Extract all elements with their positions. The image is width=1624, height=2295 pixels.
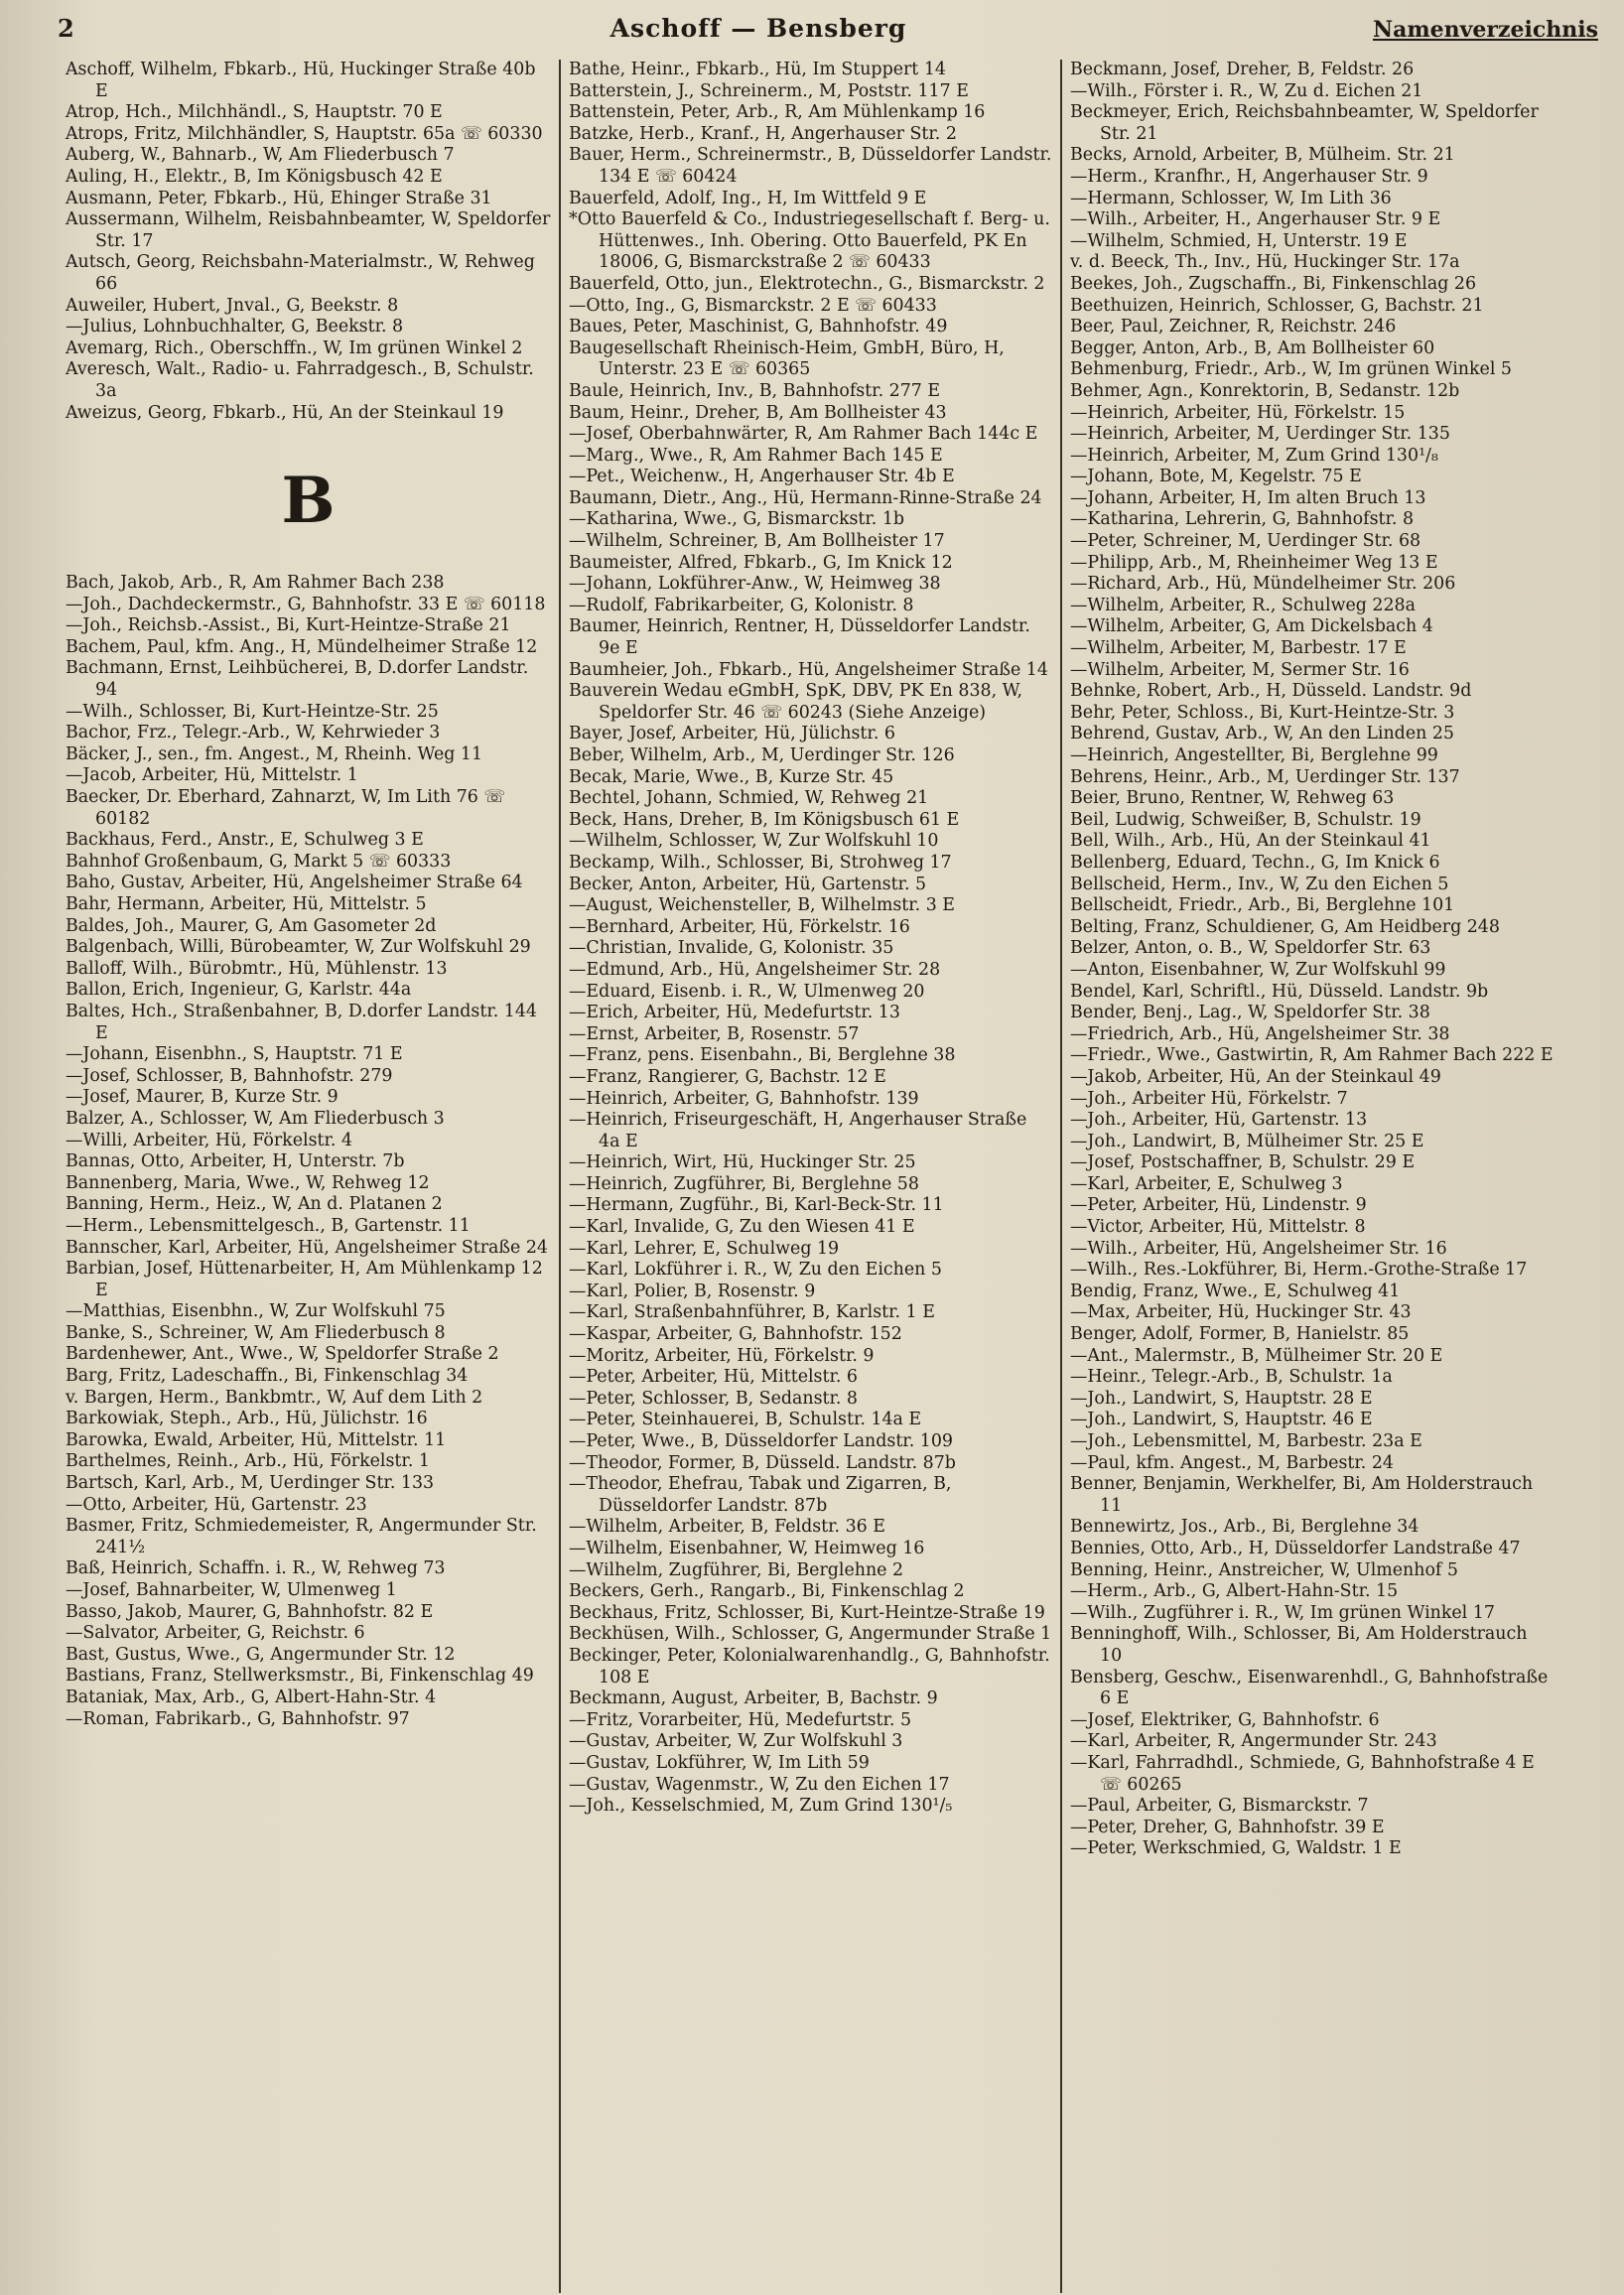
directory-entry: Bach, Jakob, Arb., R, Am Rahmer Bach 238 [66, 573, 445, 594]
directory-entry: Beethuizen, Heinrich, Schlosser, G, Bachstr. 21 [1070, 295, 1484, 316]
directory-entry: Autsch, Georg, Reichsbahn-Materialmstr., W, Rehweg 66 [66, 252, 535, 294]
directory-entry: —Gustav, Wagenmstr., W, Zu den Eichen 17 [569, 1774, 950, 1795]
directory-entry: Ballon, Erich, Ingenieur, G, Karlstr. 44a [66, 980, 412, 1001]
directory-entry: Behr, Peter, Schloss., Bi, Kurt-Heintze-Str. 3 [1070, 702, 1455, 723]
directory-entry: Becks, Arnold, Arbeiter, B, Mülheim. Str. 21 [1070, 145, 1455, 166]
directory-entry: —Wilh., Arbeiter, H., Angerhauser Str. 9 E [1070, 209, 1441, 230]
directory-entry: —Heinrich, Arbeiter, M, Uerdinger Str. 135 [1070, 424, 1450, 445]
directory-entry: Bauer, Herm., Schreinermstr., B, Düsseldorfer Landstr. 134 E ☏ 60424 [569, 145, 1052, 187]
directory-entry: Bender, Benj., Lag., W, Speldorfer Str. 38 [1070, 1003, 1430, 1023]
directory-entry: Bell, Wilh., Arb., Hü, An der Steinkaul 41 [1070, 831, 1431, 852]
directory-entry: —Herm., Arb., G, Albert-Hahn-Str. 15 [1070, 1581, 1399, 1602]
directory-entry: —Wilh., Förster i. R., W, Zu d. Eichen 21 [1070, 80, 1423, 101]
directory-entry: —Willi, Arbeiter, Hü, Förkelstr. 4 [66, 1130, 353, 1150]
directory-entry: Barowka, Ewald, Arbeiter, Hü, Mittelstr. 11 [66, 1429, 447, 1450]
directory-entry: —Herm., Lebensmittelgesch., B, Gartenstr. 11 [66, 1215, 471, 1236]
directory-entry: —Julius, Lohnbuchhalter, G, Beekstr. 8 [66, 317, 404, 338]
directory-entry: Benner, Benjamin, Werkhelfer, Bi, Am Holderstrauch 11 [1070, 1474, 1534, 1516]
directory-entry: —Herm., Kranfhr., H, Angerhauser Str. 9 [1070, 166, 1428, 187]
directory-entry: —Wilh., Res.-Lokführer, Bi, Herm.-Grothe-Straße 17 [1070, 1260, 1528, 1281]
directory-entry: Backhaus, Ferd., Anstr., E, Schulweg 3 E [66, 830, 424, 851]
column-1 [58, 60, 559, 2293]
directory-entry: —Fritz, Vorarbeiter, Hü, Medefurtstr. 5 [569, 1709, 912, 1730]
directory-columns [58, 60, 1598, 2293]
directory-entry: Basso, Jakob, Maurer, G, Bahnhofstr. 82 E [66, 1601, 434, 1622]
directory-entry: —Franz, Rangierer, G, Bachstr. 12 E [569, 1066, 886, 1087]
directory-entry: —Karl, Invalide, G, Zu den Wiesen 41 E [569, 1217, 915, 1238]
column-2-entries [569, 60, 1052, 1818]
directory-entry: Beil, Ludwig, Schweißer, B, Schulstr. 19 [1070, 809, 1421, 830]
directory-entry: —Joh., Landwirt, S, Hauptstr. 28 E [1070, 1388, 1373, 1409]
directory-entry: —Wilhelm, Arbeiter, B, Feldstr. 36 E [569, 1517, 885, 1538]
directory-entry: —Wilhelm, Eisenbahner, W, Heimweg 16 [569, 1538, 925, 1558]
directory-entry: —Wilh., Schlosser, Bi, Kurt-Heintze-Str. 25 [66, 701, 439, 722]
directory-entry: Bast, Gustus, Wwe., G, Angermunder Str. 12 [66, 1644, 456, 1665]
directory-entry: —Katharina, Lehrerin, G, Bahnhofstr. 8 [1070, 509, 1415, 530]
directory-entry: —Joh., Landwirt, S, Hauptstr. 46 E [1070, 1410, 1373, 1430]
directory-entry: —Peter, Schlosser, B, Sedanstr. 8 [569, 1388, 859, 1409]
directory-entry: —Bernhard, Arbeiter, Hü, Förkelstr. 16 [569, 916, 910, 937]
directory-entry: Bachmann, Ernst, Leihbücherei, B, D.dorfer Landstr. 94 [66, 658, 529, 701]
directory-entry: Bellscheid, Herm., Inv., W, Zu den Eichen 5 [1070, 874, 1449, 894]
directory-entry: Baues, Peter, Maschinist, G, Bahnhofstr. 49 [569, 317, 948, 338]
directory-entry: Bathe, Heinr., Fbkarb., Hü, Im Stuppert 14 [569, 60, 946, 79]
directory-entry: —Franz, pens. Eisenbahn., Bi, Berglehne 38 [569, 1045, 956, 1066]
directory-entry: Beckers, Gerh., Rangarb., Bi, Finkenschlag 2 [569, 1581, 965, 1602]
directory-entry: —Philipp, Arb., M, Rheinheimer Weg 13 E [1070, 552, 1438, 573]
directory-entry: —Richard, Arb., Hü, Mündelheimer Str. 206 [1070, 574, 1456, 595]
directory-entry: Beckamp, Wilh., Schlosser, Bi, Strohweg 17 [569, 852, 952, 873]
directory-entry: Beckmann, August, Arbeiter, B, Bachstr. 9 [569, 1688, 938, 1709]
directory-entry: —Salvator, Arbeiter, G, Reichstr. 6 [66, 1623, 365, 1644]
directory-entry: —Josef, Maurer, B, Kurze Str. 9 [66, 1087, 338, 1108]
directory-entry: —Hermann, Schlosser, W, Im Lith 36 [1070, 188, 1392, 208]
directory-entry: —Karl, Arbeiter, R, Angermunder Str. 243 [1070, 1731, 1437, 1752]
directory-entry: Bardenhewer, Ant., Wwe., W, Speldorfer Straße 2 [66, 1344, 499, 1365]
directory-entry: —Gustav, Lokführer, W, Im Lith 59 [569, 1752, 870, 1773]
letter-heading: B [281, 464, 336, 539]
directory-entry: —Jakob, Arbeiter, Hü, An der Steinkaul 49 [1070, 1066, 1441, 1087]
directory-entry: Banning, Herm., Heiz., W, An d. Platanen 2 [66, 1194, 443, 1215]
directory-entry: Balgenbach, Willi, Bürobeamter, W, Zur Wolfskuhl 29 [66, 937, 531, 958]
directory-entry: —Friedr., Wwe., Gastwirtin, R, Am Rahmer Bach 222 E [1070, 1045, 1554, 1066]
directory-entry: —Karl, Lehrer, E, Schulweg 19 [569, 1238, 840, 1259]
directory-entry: —Wilhelm, Schreiner, B, Am Bollheister 17 [569, 531, 945, 552]
directory-entry: Bartsch, Karl, Arb., M, Uerdinger Str. 133 [66, 1473, 435, 1494]
directory-entry: —Roman, Fabrikarb., G, Bahnhofstr. 97 [66, 1708, 410, 1729]
directory-entry: —Heinrich, Friseurgeschäft, H, Angerhauser Straße 4a E [569, 1110, 1027, 1151]
directory-entry: —Heinrich, Arbeiter, Hü, Förkelstr. 15 [1070, 402, 1406, 423]
directory-entry: Bahnhof Großenbaum, G, Markt 5 ☏ 60333 [66, 851, 452, 872]
directory-entry: Baumann, Dietr., Ang., Hü, Hermann-Rinne-Straße 24 [569, 487, 1042, 508]
directory-entry: —Joh., Arbeiter Hü, Förkelstr. 7 [1070, 1088, 1348, 1109]
directory-entry: Bensberg, Geschw., Eisenwarenhdl., G, Bahnhofstraße 6 E [1070, 1667, 1549, 1709]
directory-entry: —Gustav, Arbeiter, W, Zur Wolfskuhl 3 [569, 1731, 903, 1752]
directory-entry: —Peter, Werkschmied, G, Waldstr. 1 E [1070, 1838, 1402, 1859]
directory-entry: Beckhaus, Fritz, Schlosser, Bi, Kurt-Heintze-Straße 19 [569, 1602, 1045, 1623]
directory-entry: Aschoff, Wilhelm, Fbkarb., Hü, Huckinger Straße 40b E [66, 60, 536, 101]
directory-entry: —Pet., Weichenw., H, Angerhauser Str. 4b E [569, 467, 955, 487]
directory-entry: —Wilhelm, Arbeiter, R., Schulweg 228a [1070, 595, 1416, 615]
directory-entry: —Edmund, Arb., Hü, Angelsheimer Str. 28 [569, 959, 941, 980]
directory-entry: Barbian, Josef, Hüttenarbeiter, H, Am Mühlenkamp 12 E [66, 1259, 543, 1300]
directory-entry: Becker, Anton, Arbeiter, Hü, Gartenstr. 5 [569, 874, 927, 894]
directory-entry: *Otto Bauerfeld & Co., Industriegesellschaft f. Berg- u. Hüttenwes., Inh. Obering. Otto Bauerfeld, PK En 18006, G, Bismarckstraße 2 ☏ 60433 [569, 209, 1050, 273]
directory-entry: Begger, Anton, Arb., B, Am Bollheister 60 [1070, 338, 1435, 358]
directory-entry: Batzke, Herb., Kranf., H, Angerhauser Str. 2 [569, 123, 957, 144]
directory-entry: Belting, Franz, Schuldiener, G, Am Heidberg 248 [1070, 916, 1500, 937]
directory-entry: —Josef, Bahnarbeiter, W, Ulmenweg 1 [66, 1580, 397, 1600]
directory-entry: Bendig, Franz, Wwe., E, Schulweg 41 [1070, 1281, 1401, 1301]
directory-entry: —Paul, kfm. Angest., M, Barbestr. 24 [1070, 1452, 1394, 1473]
directory-entry: —Eduard, Eisenb. i. R., W, Ulmenweg 20 [569, 981, 925, 1002]
directory-entry: Basmer, Fritz, Schmiedemeister, R, Angermunder Str. 241½ [66, 1516, 537, 1557]
column-2 [559, 60, 1060, 2293]
directory-entry: —Heinr., Telegr.-Arb., B, Schulstr. 1a [1070, 1367, 1393, 1388]
directory-entry: Balloff, Wilh., Bürobmtr., Hü, Mühlenstr. 13 [66, 958, 448, 979]
directory-entry: —Johann, Lokführer-Anw., W, Heimweg 38 [569, 574, 941, 595]
directory-entry: Beber, Wilhelm, Arb., M, Uerdinger Str. 126 [569, 745, 955, 765]
directory-entry: Benninghoff, Wilh., Schlosser, Bi, Am Holderstrauch 10 [1070, 1624, 1528, 1666]
directory-entry: —Joh., Kesselschmied, M, Zum Grind 130¹/₅ [569, 1796, 953, 1817]
directory-entry: —Peter, Dreher, G, Bahnhofstr. 39 E [1070, 1817, 1385, 1837]
directory-entry: —Wilhelm, Schmied, H, Unterstr. 19 E [1070, 230, 1408, 251]
directory-entry: —Wilhelm, Arbeiter, M, Sermer Str. 16 [1070, 659, 1410, 680]
directory-entry: v. Bargen, Herm., Bankbmtr., W, Auf dem Lith 2 [66, 1387, 483, 1408]
directory-entry: —Peter, Schreiner, M, Uerdinger Str. 68 [1070, 531, 1421, 552]
directory-entry: Benning, Heinr., Anstreicher, W, Ulmenhof 5 [1070, 1559, 1458, 1580]
directory-entry: —Karl, Straßenbahnführer, B, Karlstr. 1 E [569, 1302, 935, 1323]
directory-entry: Beekes, Joh., Zugschaffn., Bi, Finkenschlag 26 [1070, 273, 1477, 294]
column-3-entries [1070, 60, 1554, 1860]
directory-entry: Bäcker, J., sen., fm. Angest., M, Rheinh. Weg 11 [66, 743, 483, 764]
directory-entry: —Karl, Polier, B, Rosenstr. 9 [569, 1281, 816, 1301]
directory-entry: Belzer, Anton, o. B., W, Speldorfer Str. 63 [1070, 938, 1431, 959]
directory-entry: Bauerfeld, Otto, jun., Elektrotechn., G., Bismarckstr. 2 [569, 273, 1045, 294]
directory-entry: Beckhüsen, Wilh., Schlosser, G, Angermunder Straße 1 [569, 1624, 1052, 1645]
directory-entry: Behnke, Robert, Arb., H, Düsseld. Landstr. 9d [1070, 681, 1472, 702]
directory-entry: Bauerfeld, Adolf, Ing., H, Im Wittfeld 9 E [569, 188, 927, 208]
directory-entry: —Marg., Wwe., R, Am Rahmer Bach 145 E [569, 445, 943, 466]
directory-entry: —Josef, Oberbahnwärter, R, Am Rahmer Bach 144c E [569, 424, 1038, 445]
directory-entry: —Wilhelm, Zugführer, Bi, Berglehne 2 [569, 1559, 904, 1580]
directory-entry: —Johann, Eisenbhn., S, Hauptstr. 71 E [66, 1044, 403, 1065]
directory-entry: Batterstein, J., Schreinerm., M, Poststr. 117 E [569, 80, 969, 101]
directory-entry: —Heinrich, Wirt, Hü, Huckinger Str. 25 [569, 1152, 916, 1173]
directory-entry: —Peter, Steinhauerei, B, Schulstr. 14a E [569, 1410, 922, 1430]
directory-entry: Behmenburg, Friedr., Arb., W, Im grünen Winkel 5 [1070, 359, 1512, 380]
directory-entry: Aussermann, Wilhelm, Reisbahnbeamter, W, Speldorfer Str. 17 [66, 209, 551, 251]
directory-entry: —Karl, Fahrradhdl., Schmiede, G, Bahnhofstraße 4 E ☏ 60265 [1070, 1752, 1535, 1795]
directory-entry: —Heinrich, Arbeiter, G, Bahnhofstr. 139 [569, 1088, 919, 1109]
directory-entry: Benger, Adolf, Former, B, Hanielstr. 85 [1070, 1324, 1410, 1345]
directory-entry: Baule, Heinrich, Inv., B, Bahnhofstr. 277 E [569, 380, 941, 401]
directory-entry: Behrend, Gustav, Arb., W, An den Linden 25 [1070, 724, 1454, 744]
directory-entry: Bennewirtz, Jos., Arb., Bi, Berglehne 34 [1070, 1517, 1420, 1538]
directory-entry: —Wilhelm, Arbeiter, G, Am Dickelsbach 4 [1070, 616, 1433, 637]
directory-entry: Bellenberg, Eduard, Techn., G, Im Knick 6 [1070, 852, 1440, 873]
directory-entry: —Victor, Arbeiter, Hü, Mittelstr. 8 [1070, 1217, 1366, 1238]
directory-entry: —Wilhelm, Schlosser, W, Zur Wolfskuhl 10 [569, 831, 939, 852]
directory-entry: Baumeister, Alfred, Fbkarb., G, Im Knick 12 [569, 552, 953, 573]
directory-entry: Ausmann, Peter, Fbkarb., Hü, Ehinger Straße 31 [66, 188, 492, 208]
directory-entry: —Otto, Ing., G, Bismarckstr. 2 E ☏ 60433 [569, 295, 937, 316]
directory-entry: Behmer, Agn., Konrektorin, B, Sedanstr. 12b [1070, 380, 1460, 401]
directory-entry: Bechtel, Johann, Schmied, W, Rehweg 21 [569, 788, 929, 809]
column-1-entries-a [66, 60, 551, 424]
directory-entry: —Rudolf, Fabrikarbeiter, G, Kolonistr. 8 [569, 595, 914, 615]
directory-entry: Barkowiak, Steph., Arb., Hü, Jülichstr. 16 [66, 1409, 428, 1429]
column-3 [1060, 60, 1561, 2293]
directory-entry: Aweizus, Georg, Fbkarb., Hü, An der Steinkaul 19 [66, 402, 504, 423]
directory-entry: Bennies, Otto, Arb., H, Düsseldorfer Landstraße 47 [1070, 1538, 1521, 1558]
directory-entry: —Anton, Eisenbahner, W, Zur Wolfskuhl 99 [1070, 959, 1446, 980]
directory-entry: Baumheier, Joh., Fbkarb., Hü, Angelsheimer Straße 14 [569, 659, 1048, 680]
directory-entry: —Ernst, Arbeiter, B, Rosenstr. 57 [569, 1023, 860, 1044]
directory-entry: Bellscheidt, Friedr., Arb., Bi, Berglehne 101 [1070, 895, 1455, 916]
directory-entry: —Paul, Arbeiter, G, Bismarckstr. 7 [1070, 1796, 1369, 1817]
directory-entry: Baugesellschaft Rheinisch-Heim, GmbH, Büro, H, Unterstr. 23 E ☏ 60365 [569, 338, 1005, 380]
directory-entry: —Moritz, Arbeiter, Hü, Förkelstr. 9 [569, 1345, 875, 1366]
directory-entry: Bachem, Paul, kfm. Ang., H, Mündelheimer Straße 12 [66, 636, 538, 657]
directory-entry: Beckmann, Josef, Dreher, B, Feldstr. 26 [1070, 60, 1415, 79]
directory-entry: Bannscher, Karl, Arbeiter, Hü, Angelsheimer Straße 24 [66, 1237, 548, 1258]
directory-entry: —Jacob, Arbeiter, Hü, Mittelstr. 1 [66, 765, 358, 786]
directory-entry: —Peter, Arbeiter, Hü, Lindenstr. 9 [1070, 1195, 1367, 1216]
directory-entry: —Matthias, Eisenbhn., W, Zur Wolfskuhl 75 [66, 1301, 446, 1322]
directory-entry: —Josef, Elektriker, G, Bahnhofstr. 6 [1070, 1709, 1380, 1730]
directory-entry: Bayer, Josef, Arbeiter, Hü, Jülichstr. 6 [569, 724, 895, 744]
directory-entry: Banke, S., Schreiner, W, Am Fliederbusch 8 [66, 1322, 446, 1343]
directory-entry: Bachor, Frz., Telegr.-Arb., W, Kehrwieder 3 [66, 723, 441, 743]
directory-entry: Behrens, Heinr., Arb., M, Uerdinger Str. 137 [1070, 766, 1460, 787]
directory-entry: —Joh., Lebensmittel, M, Barbestr. 23a E [1070, 1431, 1422, 1451]
directory-entry: —Peter, Arbeiter, Hü, Mittelstr. 6 [569, 1367, 858, 1388]
directory-entry: —Josef, Postschaffner, B, Schulstr. 29 E [1070, 1152, 1416, 1173]
directory-entry: Bauverein Wedau eGmbH, SpK, DBV, PK En 838, W, Speldorfer Str. 46 ☏ 60243 (Siehe Anzeige) [569, 681, 1023, 723]
directory-entry: Averesch, Walt., Radio- u. Fahrradgesch., B, Schulstr. 3a [66, 359, 534, 401]
directory-entry: Bataniak, Max, Arb., G, Albert-Hahn-Str. 4 [66, 1687, 437, 1707]
directory-entry: —Erich, Arbeiter, Hü, Medefurtstr. 13 [569, 1003, 900, 1023]
directory-entry: —Heinrich, Arbeiter, M, Zum Grind 130¹/₈ [1070, 445, 1438, 466]
directory-entry: —Heinrich, Zugführer, Bi, Berglehne 58 [569, 1173, 919, 1194]
directory-entry: Beer, Paul, Zeichner, R, Reichstr. 246 [1070, 317, 1397, 338]
column-1-entries-b [66, 573, 551, 1730]
directory-entry: Becak, Marie, Wwe., B, Kurze Str. 45 [569, 766, 894, 787]
directory-entry: Atrop, Hch., Milchhändl., S, Hauptstr. 70 E [66, 102, 443, 123]
directory-entry: —Theodor, Former, B, Düsseld. Landstr. 87b [569, 1452, 956, 1473]
directory-entry: Barg, Fritz, Ladeschaffn., Bi, Finkenschlag 34 [66, 1366, 469, 1387]
directory-entry: —Katharina, Wwe., G, Bismarckstr. 1b [569, 509, 905, 530]
directory-entry: —Wilh., Arbeiter, Hü, Angelsheimer Str. 16 [1070, 1238, 1447, 1259]
directory-entry: —Kaspar, Arbeiter, G, Bahnhofstr. 152 [569, 1324, 902, 1345]
directory-entry: —Joh., Landwirt, B, Mülheimer Str. 25 E [1070, 1131, 1424, 1151]
directory-entry: —Theodor, Ehefrau, Tabak und Zigarren, B, Düsseldorfer Landstr. 87b [569, 1474, 952, 1516]
directory-entry: Bendel, Karl, Schriftl., Hü, Düsseld. Landstr. 9b [1070, 981, 1489, 1002]
directory-entry: —Wilh., Zugführer i. R., W, Im grünen Winkel 17 [1070, 1602, 1495, 1623]
directory-entry: Baho, Gustav, Arbeiter, Hü, Angelsheimer Straße 64 [66, 873, 523, 893]
directory-entry: —Heinrich, Angestellter, Bi, Berglehne 99 [1070, 745, 1438, 765]
directory-entry: Auweiler, Hubert, Jnval., G, Beekstr. 8 [66, 295, 399, 316]
directory-entry: Bastians, Franz, Stellwerksmstr., Bi, Finkenschlag 49 [66, 1666, 534, 1687]
directory-entry: Baldes, Joh., Maurer, G, Am Gasometer 2d [66, 915, 437, 936]
directory-entry: Bahr, Hermann, Arbeiter, Hü, Mittelstr. 5 [66, 894, 427, 914]
directory-entry: Bannas, Otto, Arbeiter, H, Unterstr. 7b [66, 1151, 405, 1172]
directory-entry: Beckmeyer, Erich, Reichsbahnbeamter, W, Speldorfer Str. 21 [1070, 102, 1539, 144]
section-label: Namenverzeichnis [1373, 17, 1598, 43]
directory-entry: —Hermann, Zugführ., Bi, Karl-Beck-Str. 11 [569, 1195, 944, 1216]
directory-entry: Beier, Bruno, Rentner, W, Rehweg 63 [1070, 788, 1395, 809]
directory-entry: Atrops, Fritz, Milchhändler, S, Hauptstr. 65a ☏ 60330 [66, 123, 543, 144]
directory-entry: Balzer, A., Schlosser, W, Am Fliederbusch 3 [66, 1108, 445, 1129]
directory-entry: Baum, Heinr., Dreher, B, Am Bollheister 43 [569, 402, 947, 423]
directory-entry: Auling, H., Elektr., B, Im Königsbusch 42 E [66, 166, 443, 187]
directory-entry: Auberg, W., Bahnarb., W, Am Fliederbusch 7 [66, 145, 455, 166]
directory-entry: —Joh., Reichsb.-Assist., Bi, Kurt-Heintze-Straße 21 [66, 615, 511, 636]
page-header [58, 14, 1598, 54]
directory-entry: Baecker, Dr. Eberhard, Zahnarzt, W, Im Lith 76 ☏ 60182 [66, 787, 506, 829]
directory-entry: Baumer, Heinrich, Rentner, H, Düsseldorfer Landstr. 9e E [569, 616, 1030, 659]
directory-entry: —Wilhelm, Arbeiter, M, Barbestr. 17 E [1070, 638, 1407, 659]
directory-entry: —Peter, Wwe., B, Düsseldorfer Landstr. 109 [569, 1431, 953, 1451]
directory-entry: —August, Weichensteller, B, Wilhelmstr. 3 E [569, 895, 956, 916]
directory-entry: —Joh., Dachdeckermstr., G, Bahnhofstr. 33 E ☏ 60118 [66, 594, 546, 614]
directory-entry: v. d. Beeck, Th., Inv., Hü, Huckinger Str. 17a [1070, 252, 1460, 273]
directory-entry: Barthelmes, Reinh., Arb., Hü, Förkelstr. 1 [66, 1451, 430, 1472]
directory-entry: Baltes, Hch., Straßenbahner, B, D.dorfer Landstr. 144 E [66, 1001, 537, 1043]
directory-entry: Baß, Heinrich, Schaffn. i. R., W, Rehweg 73 [66, 1558, 446, 1579]
directory-entry: Beck, Hans, Dreher, B, Im Königsbusch 61 E [569, 809, 960, 830]
directory-entry: Avemarg, Rich., Oberschffn., W, Im grünen Winkel 2 [66, 338, 523, 358]
directory-entry: Bannenberg, Maria, Wwe., W, Rehweg 12 [66, 1172, 430, 1193]
directory-entry: —Friedrich, Arb., Hü, Angelsheimer Str. 38 [1070, 1023, 1450, 1044]
directory-entry: —Ant., Malermstr., B, Mülheimer Str. 20 E [1070, 1345, 1443, 1366]
directory-entry: —Karl, Lokführer i. R., W, Zu den Eichen 5 [569, 1260, 942, 1281]
directory-entry: —Josef, Schlosser, B, Bahnhofstr. 279 [66, 1065, 393, 1086]
directory-entry: —Johann, Bote, M, Kegelstr. 75 E [1070, 467, 1362, 487]
directory-entry: Battenstein, Peter, Arb., R, Am Mühlenkamp 16 [569, 102, 986, 123]
directory-entry: —Karl, Arbeiter, E, Schulweg 3 [1070, 1173, 1343, 1194]
running-title: Aschoff — Bensberg [609, 14, 907, 43]
directory-entry: —Christian, Invalide, G, Kolonistr. 35 [569, 938, 894, 959]
directory-entry: —Joh., Arbeiter, Hü, Gartenstr. 13 [1070, 1110, 1368, 1131]
page-number: 2 [58, 14, 74, 43]
directory-entry: —Johann, Arbeiter, H, Im alten Bruch 13 [1070, 487, 1426, 508]
directory-entry: —Max, Arbeiter, Hü, Huckinger Str. 43 [1070, 1302, 1412, 1323]
directory-entry: Beckinger, Peter, Kolonialwarenhandlg., G, Bahnhofstr. 108 E [569, 1645, 1050, 1688]
directory-entry: —Otto, Arbeiter, Hü, Gartenstr. 23 [66, 1494, 367, 1515]
